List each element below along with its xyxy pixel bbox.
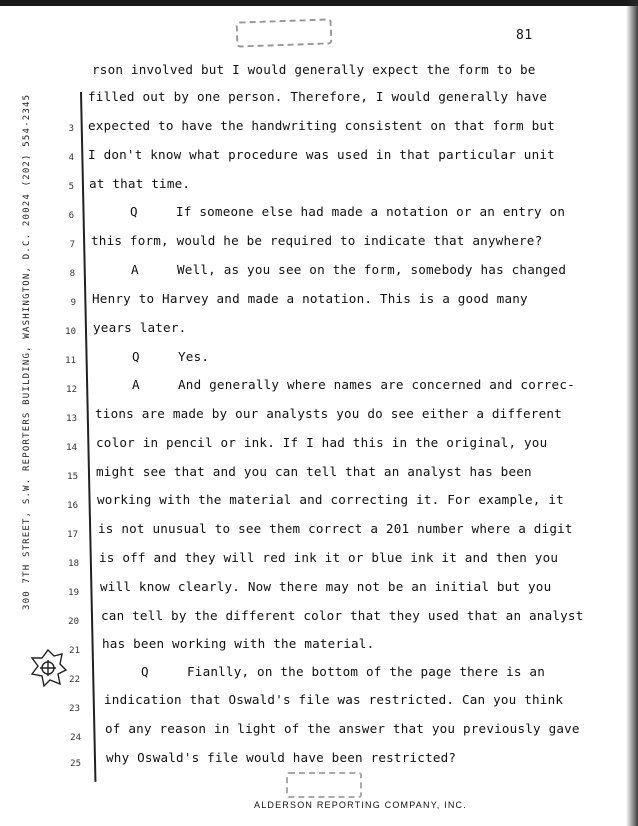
transcript-line xyxy=(104,692,563,707)
speaker-label: A xyxy=(131,262,139,277)
classification-stamp-top xyxy=(236,18,333,47)
line-number: 11 xyxy=(65,356,76,366)
line-text: why Oswald's file would have been restricted? xyxy=(106,750,457,765)
line-text: indication that Oswald's file was restricted. Can you think xyxy=(104,692,564,707)
transcript-line xyxy=(99,550,558,565)
transcript-line xyxy=(132,377,575,392)
transcript-line xyxy=(105,721,580,736)
line-number: 6 xyxy=(68,211,74,221)
transcript-line xyxy=(102,636,374,651)
line-text: might see that and you can tell that an analyst has been xyxy=(96,464,532,479)
speaker-label: Q xyxy=(132,349,140,364)
line-text: color in pencil or ink. If I had this in the original, you xyxy=(96,435,548,450)
line-text: rson involved but I would generally expect the form to be xyxy=(92,62,536,77)
transcript-line xyxy=(88,89,547,104)
line-text: working with the material and correcting it. For example, it xyxy=(97,492,564,507)
line-number: 7 xyxy=(69,240,75,250)
line-number: 17 xyxy=(67,530,78,540)
line-text: can tell by the different color that they used that an analyst xyxy=(101,608,584,623)
speaker-label: A xyxy=(132,377,140,392)
line-number: 14 xyxy=(66,443,77,453)
reporter-address-imprint: 300 7TH STREET, S.W. REPORTERS BUILDING, WASHINGTON, D.C. 20024 (202) 554-2345 xyxy=(22,93,32,610)
line-number: 12 xyxy=(66,385,77,395)
line-text: at that time. xyxy=(89,176,191,191)
transcript-line xyxy=(101,608,584,623)
line-text: is not unusual to see them correct a 201 number where a digit xyxy=(98,521,573,536)
transcript-line xyxy=(98,521,573,536)
transcript-line xyxy=(93,320,186,335)
speaker-label: Q xyxy=(130,204,138,219)
line-number: 3 xyxy=(68,124,74,134)
line-number: 13 xyxy=(66,414,77,424)
transcript-line xyxy=(88,118,555,133)
line-text: Fianlly, on the bottom of the page there is an xyxy=(187,664,545,679)
transcript-line xyxy=(97,492,564,507)
line-text: expected to have the handwriting consistent on that form but xyxy=(88,118,555,133)
page-number: 81 xyxy=(516,28,533,43)
transcript-line xyxy=(106,750,456,765)
line-number: 23 xyxy=(69,704,80,714)
line-text: Yes. xyxy=(178,349,210,364)
scan-top-edge xyxy=(0,0,638,6)
line-number: 19 xyxy=(68,588,79,598)
line-number: 22 xyxy=(69,675,80,685)
line-text: If someone else had made a notation or an entry on xyxy=(176,204,566,219)
line-number: 4 xyxy=(68,153,74,163)
margin-rule xyxy=(80,92,96,782)
transcript-line xyxy=(100,579,551,594)
line-number: 20 xyxy=(68,617,79,627)
speaker-label: Q xyxy=(141,664,149,679)
reporting-company-footer: ALDERSON REPORTING COMPANY, INC. xyxy=(254,800,467,810)
transcript-line xyxy=(141,664,545,679)
scan-right-edge xyxy=(626,0,638,826)
transcript-line xyxy=(96,435,547,450)
line-text: is off and they will red ink it or blue ink it and then you xyxy=(99,550,559,565)
line-text: will know clearly. Now there may not be an initial but you xyxy=(100,579,552,594)
transcript-line xyxy=(88,147,555,162)
transcript-line xyxy=(95,406,562,421)
transcript-line xyxy=(89,176,190,191)
line-number: 24 xyxy=(70,733,81,743)
transcript-line xyxy=(131,262,566,277)
transcript-line xyxy=(130,204,565,219)
line-number: 15 xyxy=(67,472,78,482)
transcript-line xyxy=(96,464,532,479)
line-text: Well, as you see on the form, somebody has changed xyxy=(177,262,567,277)
line-number: 9 xyxy=(70,298,76,308)
line-number: 10 xyxy=(65,327,76,337)
line-number: 8 xyxy=(69,269,75,279)
classification-stamp-bottom xyxy=(286,772,362,798)
line-text: tions are made by our analysts you do see either a different xyxy=(95,406,562,421)
line-number: 5 xyxy=(68,182,74,192)
line-number: 18 xyxy=(68,559,79,569)
reporter-seal-icon xyxy=(26,646,70,690)
transcript-line xyxy=(91,233,542,248)
line-text: this form, would he be required to indicate that anywhere? xyxy=(91,233,543,248)
line-text: Henry to Harvey and made a notation. This is a good many xyxy=(92,291,528,306)
line-number: 21 xyxy=(69,646,80,656)
transcript-line xyxy=(92,291,528,306)
line-text: years later. xyxy=(93,320,187,335)
line-text: has been working with the material. xyxy=(102,636,375,651)
line-text: filled out by one person. Therefore, I would generally have xyxy=(88,89,548,104)
transcript-line xyxy=(92,62,536,77)
transcript-line xyxy=(132,349,209,364)
line-number: 16 xyxy=(67,501,78,511)
line-text: And generally where names are concerned and correc- xyxy=(178,377,575,392)
line-number: 25 xyxy=(70,759,81,769)
line-text: I don't know what procedure was used in that particular unit xyxy=(88,147,555,162)
line-text: of any reason in light of the answer that you previously gave xyxy=(105,721,580,736)
